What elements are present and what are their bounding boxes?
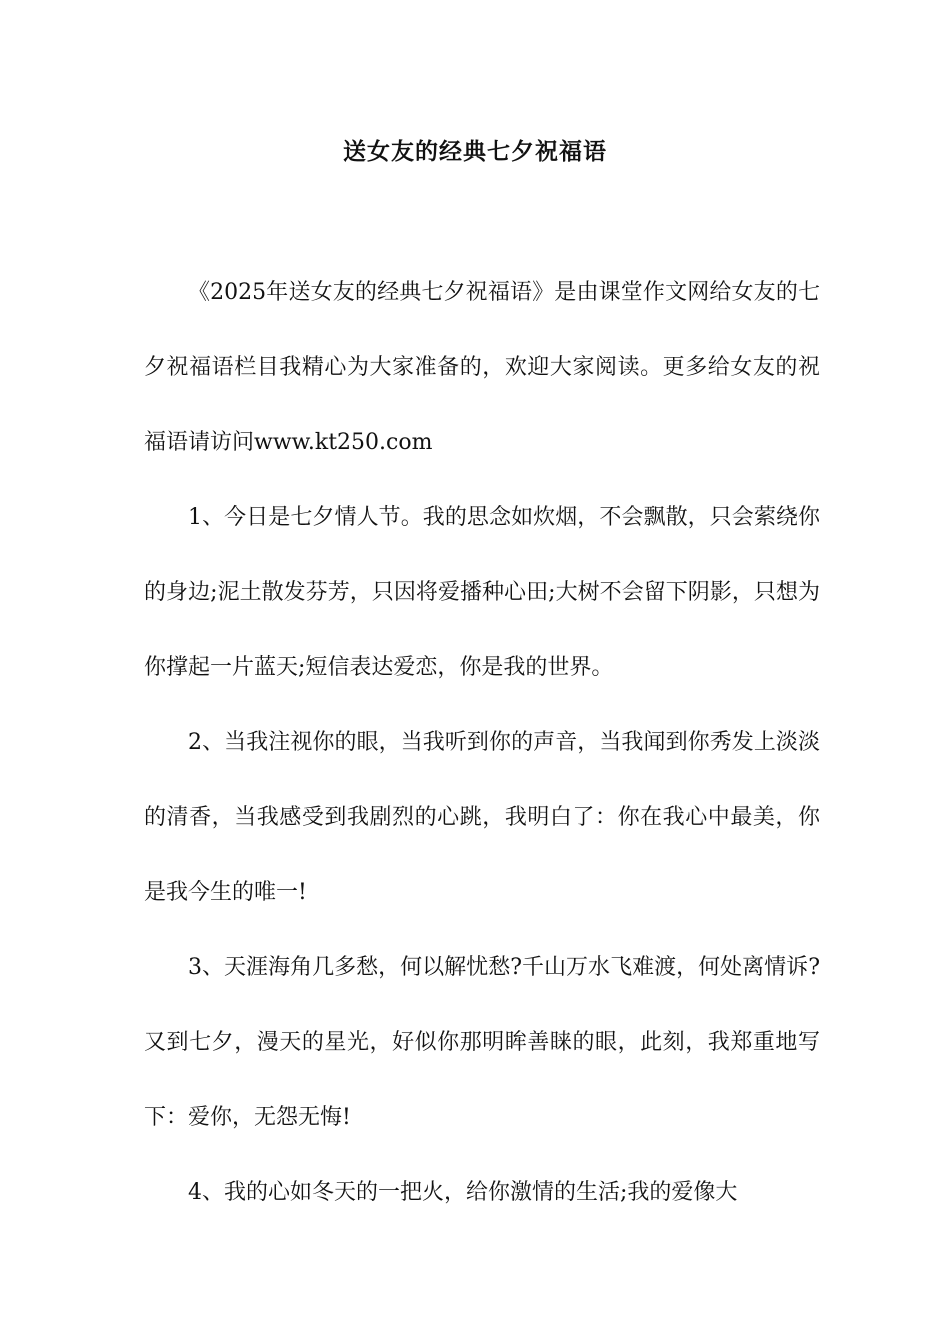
document-body: [144, 255, 820, 1230]
paragraph-1: 1、今日是七夕情人节。我的思念如炊烟，不会飘散，只会萦绕你的身边;泥土散发芬芳，只因将爱播种心田;大树不会留下阴影，只想为你撑起一片蓝天;短信表达爱恋，你是我的世界。: [144, 505, 820, 680]
paragraph-intro: 《2025年送女友的经典七夕祝福语》是由课堂作文网给女友的七夕祝福语栏目我精心为大家准备的，欢迎大家阅读。更多给女友的祝福语请访问www.kt250.com: [144, 280, 820, 455]
document-title: 送女友的经典七夕祝福语: [343, 138, 607, 165]
paragraph-3: 3、天涯海角几多愁，何以解忧愁?千山万水飞难渡，何处离情诉?又到七夕，漫天的星光，好似你那明眸善睐的眼，此刻，我郑重地写下：爱你，无怨无悔!: [144, 955, 820, 1130]
paragraph-4: 4、我的心如冬天的一把火，给你激情的生活;我的爱像大: [188, 1180, 738, 1205]
paragraph-2: 2、当我注视你的眼，当我听到你的声音，当我闻到你秀发上淡淡的清香，当我感受到我剧烈的心跳，我明白了：你在我心中最美，你是我今生的唯一!: [144, 730, 820, 905]
